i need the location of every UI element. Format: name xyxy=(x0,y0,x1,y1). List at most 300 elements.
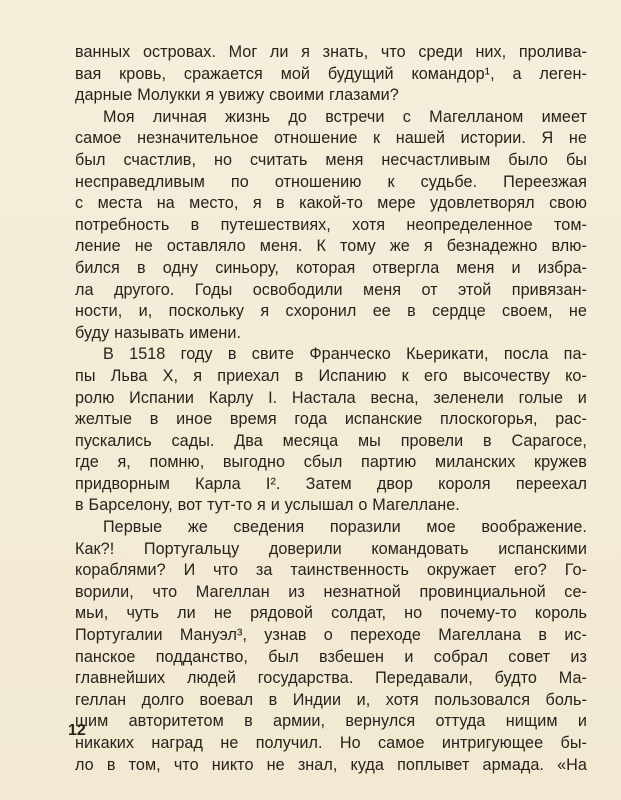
word: Передавали, xyxy=(375,669,473,688)
word: Карла xyxy=(195,474,241,493)
word: Настала xyxy=(291,388,356,407)
word: пы xyxy=(75,366,96,385)
word: людей xyxy=(186,669,236,688)
word: сбыл xyxy=(303,453,343,472)
word: поразили xyxy=(329,518,401,537)
word: был xyxy=(268,647,299,666)
word: армада. xyxy=(482,755,544,774)
page-number: 12 xyxy=(68,722,86,739)
word: что xyxy=(152,582,178,601)
word: потребность xyxy=(75,215,170,234)
word: И xyxy=(183,561,196,580)
word: Первые xyxy=(103,518,163,537)
word: в xyxy=(190,215,200,234)
word: том- xyxy=(554,215,587,234)
word: островах. xyxy=(142,43,216,61)
word: незначительное xyxy=(137,129,259,148)
word: свою xyxy=(549,194,587,213)
word: выгодно xyxy=(222,453,286,472)
word: место, xyxy=(189,194,239,213)
text-line xyxy=(75,215,587,237)
word: Я xyxy=(541,129,554,148)
word: приехал xyxy=(217,366,280,385)
word: Моя xyxy=(103,107,135,126)
word: командовать xyxy=(371,539,469,558)
text-line xyxy=(75,582,587,604)
word: Мог xyxy=(228,43,258,61)
word: самое xyxy=(378,734,425,752)
word: и xyxy=(577,388,587,407)
word: отношению xyxy=(274,172,362,191)
word: от xyxy=(421,280,438,299)
word: Карлу xyxy=(208,388,254,407)
word: и, xyxy=(356,690,371,709)
word: счастлив, xyxy=(123,150,197,169)
word: в xyxy=(106,755,116,774)
word: было xyxy=(508,150,548,169)
word: ли xyxy=(177,604,196,623)
word: и xyxy=(577,712,587,731)
word: привязан- xyxy=(511,280,587,299)
word: же xyxy=(187,518,208,537)
word: самое xyxy=(75,129,122,148)
word: главнейших xyxy=(75,669,166,688)
text-line xyxy=(75,495,587,517)
word: па- xyxy=(563,345,587,364)
text-line xyxy=(75,711,587,733)
word: услышал xyxy=(284,496,354,515)
word: кружев xyxy=(534,453,587,472)
text-line xyxy=(75,236,587,258)
text-line xyxy=(75,64,587,86)
text-line xyxy=(75,690,587,712)
word: I. xyxy=(268,388,278,407)
word: Переезжая xyxy=(503,172,587,191)
word: вот xyxy=(177,496,203,515)
word: ли xyxy=(269,43,289,61)
word: не xyxy=(568,302,587,321)
word: Годы xyxy=(194,280,233,299)
word: в xyxy=(276,194,285,213)
word: мы xyxy=(358,431,381,450)
word: воображение. xyxy=(481,518,587,537)
word: посла xyxy=(503,345,549,364)
word: переехал xyxy=(515,474,587,493)
word: встречи xyxy=(325,107,385,126)
word: в xyxy=(227,345,237,364)
word: которая xyxy=(296,258,356,277)
word: о xyxy=(323,626,333,645)
word: что xyxy=(213,561,238,580)
word: 1518 xyxy=(129,345,166,364)
text-line xyxy=(75,388,587,410)
text-line xyxy=(75,344,587,366)
word: окружает xyxy=(426,561,497,580)
word: безнадежно xyxy=(446,237,538,256)
word: был xyxy=(75,150,106,169)
word: воевал xyxy=(199,690,254,709)
word: Затем xyxy=(305,474,352,493)
word: ее xyxy=(372,302,391,321)
word: Франческо xyxy=(309,345,391,364)
word: к xyxy=(373,129,381,148)
word: не xyxy=(134,237,153,256)
word: в xyxy=(244,712,253,731)
word: не xyxy=(220,734,239,752)
word: места xyxy=(97,194,143,213)
word: рядовой xyxy=(250,604,313,623)
word: пускались xyxy=(75,431,152,450)
word: интригующее xyxy=(441,734,544,752)
word: X, xyxy=(162,366,179,385)
word: государства. xyxy=(257,669,354,688)
word: ролю xyxy=(75,388,115,407)
word: никаких xyxy=(75,734,134,752)
word: в xyxy=(407,302,416,321)
word: Португальцу xyxy=(143,539,240,558)
word: жизнь xyxy=(225,107,271,126)
word: в xyxy=(75,496,84,515)
word: никто xyxy=(211,755,254,774)
word: миланских xyxy=(435,453,516,472)
word: переходе xyxy=(350,626,421,645)
word: рас- xyxy=(555,410,587,429)
word: из xyxy=(288,582,305,601)
body-text xyxy=(75,42,587,776)
word: я xyxy=(257,496,266,515)
word: буду xyxy=(75,323,110,342)
word: узнав xyxy=(264,626,307,645)
word: несправедливым xyxy=(75,172,205,191)
word: с xyxy=(402,107,411,126)
word: взбешен xyxy=(319,647,385,666)
word: истории. xyxy=(460,129,526,148)
word: боль- xyxy=(545,690,587,709)
word: в xyxy=(483,431,492,450)
word: пролива- xyxy=(518,43,587,61)
word: знать, xyxy=(322,43,369,61)
word: се- xyxy=(564,582,587,601)
word: знал, xyxy=(297,755,338,774)
word: и, xyxy=(138,302,153,321)
word: весна, xyxy=(370,388,419,407)
word: Индии xyxy=(292,690,342,709)
text-line xyxy=(75,431,587,453)
text-line xyxy=(75,301,587,323)
word: году xyxy=(180,345,213,364)
word: партию xyxy=(361,453,417,472)
word: подданство, xyxy=(155,647,248,666)
word: совет xyxy=(508,647,551,666)
word: ло xyxy=(75,755,94,774)
text-line xyxy=(75,366,587,388)
word: свите xyxy=(251,345,295,364)
word: испанские xyxy=(344,410,423,429)
word: его? xyxy=(514,561,547,580)
word: несчастливым xyxy=(381,150,491,169)
word: Испании xyxy=(129,388,195,407)
word: иное xyxy=(176,410,213,429)
word: плоскогорья, xyxy=(439,410,538,429)
word: этой xyxy=(458,280,492,299)
text-line xyxy=(75,323,587,345)
word: ко- xyxy=(565,366,587,385)
word: бы xyxy=(565,150,587,169)
word: отношение xyxy=(273,129,358,148)
word: отвергла xyxy=(372,258,440,277)
word: тут-то xyxy=(207,496,253,515)
word: двор xyxy=(376,474,413,493)
word: поскольку xyxy=(168,302,245,321)
word: избра- xyxy=(537,258,587,277)
word: незнатной xyxy=(323,582,401,601)
word: но xyxy=(404,604,423,623)
word: провели xyxy=(400,431,464,450)
word: поплывет xyxy=(397,755,470,774)
word: короля xyxy=(438,474,491,493)
word: «На xyxy=(557,755,587,774)
text-line xyxy=(75,42,587,64)
word: я, xyxy=(117,453,131,472)
text-line xyxy=(75,560,587,582)
text-line xyxy=(75,128,587,150)
word: а xyxy=(512,64,522,83)
word: будто xyxy=(494,669,537,688)
word: в xyxy=(149,410,159,429)
word: ление xyxy=(75,237,121,256)
word: I². xyxy=(265,474,281,493)
word: К xyxy=(316,237,326,256)
word: них, xyxy=(475,43,507,61)
word: Барселону, xyxy=(88,496,173,515)
word: меня xyxy=(363,280,402,299)
word: имени. xyxy=(189,323,242,342)
word: солдат, xyxy=(331,604,387,623)
word: среди xyxy=(418,43,463,61)
word: мое xyxy=(426,518,456,537)
text-line xyxy=(75,85,587,107)
text-line xyxy=(75,452,587,474)
word: своими xyxy=(269,86,325,105)
word: Го- xyxy=(564,561,587,580)
word: Португалии xyxy=(75,626,163,645)
word: командор¹, xyxy=(411,64,495,83)
word: Но xyxy=(339,734,361,752)
word: сердце xyxy=(432,302,486,321)
word: будущий xyxy=(327,64,394,83)
word: хотя xyxy=(385,690,419,709)
text-line xyxy=(75,409,587,431)
word: сражается xyxy=(183,64,263,83)
word: о xyxy=(358,496,368,515)
word: в xyxy=(268,690,278,709)
word: ла xyxy=(75,280,94,299)
word: Магеллана xyxy=(438,626,522,645)
word: желтые xyxy=(75,410,133,429)
word: время xyxy=(229,410,277,429)
word: высочеству xyxy=(462,366,550,385)
word: кровь, xyxy=(119,64,167,83)
word: леген- xyxy=(539,64,587,83)
word: глазами? xyxy=(329,86,399,105)
word: путешествиях, xyxy=(220,215,331,234)
word: из xyxy=(570,647,587,666)
word: но xyxy=(213,150,233,169)
word: собрал xyxy=(433,647,489,666)
word: что xyxy=(380,43,406,61)
word: синьору, xyxy=(215,258,279,277)
word: сады. xyxy=(171,431,215,450)
word: сведения xyxy=(233,518,305,537)
word: я xyxy=(260,302,270,321)
word: увижу xyxy=(219,86,265,105)
word: Мануэл³, xyxy=(179,626,247,645)
text-line xyxy=(75,172,587,194)
word: Ма- xyxy=(558,669,587,688)
word: мьи, xyxy=(75,604,109,623)
word: мере xyxy=(377,194,416,213)
word: тому xyxy=(339,237,376,256)
word: не xyxy=(213,604,232,623)
word: по xyxy=(230,172,249,191)
word: к xyxy=(401,366,409,385)
word: армии, xyxy=(273,712,326,731)
word: вая xyxy=(75,64,102,83)
word: влю- xyxy=(551,237,587,256)
text-line xyxy=(75,107,587,129)
word: считать xyxy=(249,150,308,169)
text-line xyxy=(75,258,587,280)
word: другого. xyxy=(113,280,175,299)
word: к xyxy=(387,172,395,191)
word: я xyxy=(423,237,433,256)
word: я xyxy=(205,86,215,105)
word: ности, xyxy=(75,302,123,321)
word: вернулся xyxy=(345,712,416,731)
word: на xyxy=(156,194,175,213)
word: меня xyxy=(456,258,495,277)
word: дарные xyxy=(75,86,133,105)
word: Испанию xyxy=(318,366,387,385)
word: Сарагосе, xyxy=(511,431,587,450)
text-line xyxy=(75,733,587,755)
text-line xyxy=(75,625,587,647)
word: Молукки xyxy=(137,86,201,105)
word: неопределенное xyxy=(406,215,533,234)
word: оттуда xyxy=(435,712,486,731)
word: авторитетом xyxy=(128,712,224,731)
word: мой xyxy=(280,64,311,83)
word: придворным xyxy=(75,474,170,493)
word: имеет xyxy=(541,107,587,126)
word: бился xyxy=(75,258,120,277)
text-line xyxy=(75,280,587,302)
word: и xyxy=(511,258,521,277)
word: Магеллан xyxy=(195,582,270,601)
word: его xyxy=(424,366,448,385)
word: меня. xyxy=(259,237,303,256)
word: в xyxy=(136,258,146,277)
word: Как?! xyxy=(75,539,115,558)
word: схоронил xyxy=(285,302,357,321)
word: месяца xyxy=(282,431,339,450)
word: освободили xyxy=(252,280,343,299)
text-line xyxy=(75,668,587,690)
word: Магелланом xyxy=(429,107,524,126)
word: Кьерикати, xyxy=(406,345,489,364)
word: что xyxy=(173,755,199,774)
word: ванных xyxy=(75,43,131,61)
word: с xyxy=(75,194,84,213)
word: таинственность xyxy=(290,561,409,580)
word: называть xyxy=(114,323,185,342)
word: своем, xyxy=(502,302,553,321)
word: не xyxy=(266,755,285,774)
word: где xyxy=(75,453,99,472)
word: Два xyxy=(234,431,263,450)
text-line xyxy=(75,603,587,625)
text-line xyxy=(75,647,587,669)
word: том, xyxy=(128,755,161,774)
text-line xyxy=(75,193,587,215)
word: до xyxy=(288,107,307,126)
word: одну xyxy=(162,258,199,277)
word: ворили, xyxy=(75,582,134,601)
word: в xyxy=(538,626,548,645)
word: я xyxy=(193,366,203,385)
word: помню, xyxy=(149,453,205,472)
word: личная xyxy=(152,107,207,126)
word: я xyxy=(252,194,262,213)
word: голые xyxy=(518,388,564,407)
text-line xyxy=(75,517,587,539)
word: пользовался xyxy=(434,690,531,709)
word: геллан xyxy=(75,690,127,709)
text-line xyxy=(75,150,587,172)
word: кораблями? xyxy=(75,561,166,580)
word: меня xyxy=(325,150,364,169)
word: Льва xyxy=(110,366,148,385)
word: зеленели xyxy=(433,388,504,407)
word: какой-то xyxy=(299,194,363,213)
word: король xyxy=(534,604,587,623)
word: доверили xyxy=(268,539,342,558)
word: же xyxy=(389,237,410,256)
word: шим xyxy=(75,712,109,731)
word: почему-то xyxy=(440,604,517,623)
word: Магеллане. xyxy=(372,496,460,515)
word: нашей xyxy=(395,129,445,148)
word: удовлетворял xyxy=(430,194,535,213)
word: получил. xyxy=(255,734,323,752)
word: долго xyxy=(141,690,184,709)
text-line xyxy=(75,539,587,561)
word: и xyxy=(270,496,280,515)
word: наград xyxy=(151,734,203,752)
word: судьбе. xyxy=(420,172,478,191)
word: в xyxy=(294,366,304,385)
word: чуть xyxy=(126,604,160,623)
word: куда xyxy=(350,755,384,774)
word: и xyxy=(404,647,414,666)
text-line xyxy=(75,474,587,496)
word: панское xyxy=(75,647,136,666)
word: года xyxy=(294,410,328,429)
word: нищим xyxy=(505,712,558,731)
word: за xyxy=(255,561,273,580)
text-line xyxy=(75,755,587,777)
word: бы- xyxy=(560,734,587,752)
